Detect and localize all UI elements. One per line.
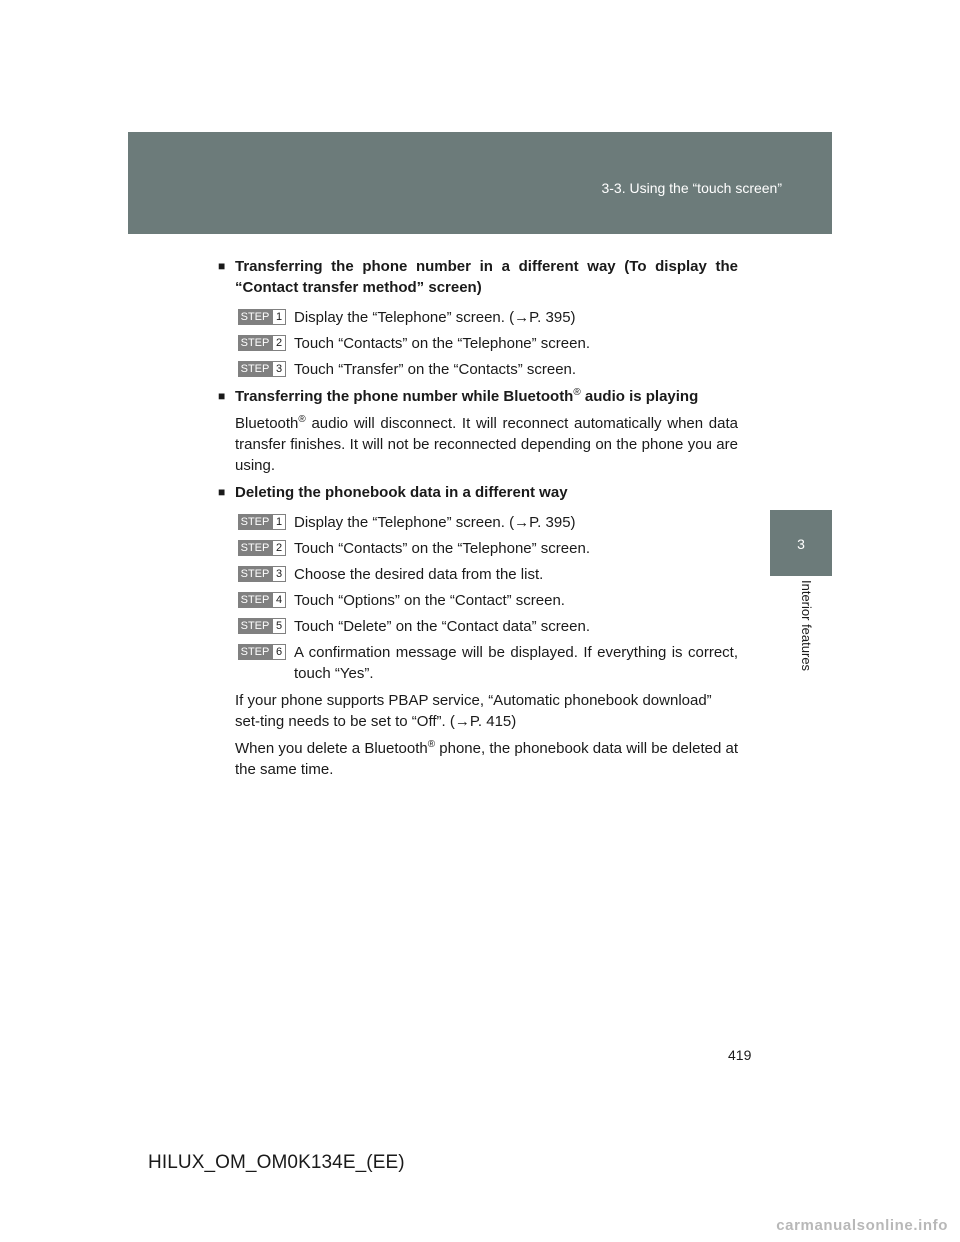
step-badge-number: 2 — [272, 540, 286, 556]
step-badge — [238, 592, 286, 608]
heading-text: audio is playing — [580, 388, 699, 405]
watermark: carmanualsonline.info — [776, 1217, 948, 1234]
step-item — [218, 564, 738, 585]
step-badge — [238, 309, 286, 325]
heading-text: Transferring the phone number while Bluetooth — [235, 388, 574, 405]
section-heading-bluetooth — [218, 386, 738, 407]
step-badge — [238, 514, 286, 530]
paragraph-text: phone, the phonebook data will be deleted at the same time. — [235, 740, 738, 778]
step-item — [218, 616, 738, 637]
step-badge-number: 6 — [272, 644, 286, 660]
step-item — [218, 538, 738, 559]
step-badge-number: 1 — [272, 514, 286, 530]
step-badge-number: 2 — [272, 335, 286, 351]
step-badge — [238, 540, 286, 556]
step-badge-label: STEP — [238, 644, 272, 660]
step-badge-number: 4 — [272, 592, 286, 608]
step-badge-number: 5 — [272, 618, 286, 634]
step-badge — [238, 361, 286, 377]
step-badge-label: STEP — [238, 361, 272, 377]
step-item — [218, 642, 738, 684]
paragraph — [218, 413, 738, 476]
chapter-number: 3 — [797, 536, 805, 552]
step-badge-label: STEP — [238, 592, 272, 608]
step-item — [218, 512, 738, 533]
step-text: Touch “Transfer” on the “Contacts” screen. — [294, 361, 577, 378]
step-text: Touch “Contacts” on the “Telephone” screen. — [294, 335, 590, 352]
section-title: 3-3. Using the “touch screen” — [601, 180, 782, 196]
step-badge — [238, 335, 286, 351]
section-heading-delete — [218, 482, 738, 503]
step-text: Touch “Delete” on the “Contact data” screen. — [294, 618, 590, 635]
paragraph: If your phone supports PBAP service, “Automatic phonebook download” set-ting needs to be set to “Off”. (→P. 415) — [235, 692, 712, 730]
step-item — [218, 590, 738, 611]
footer-code: HILUX_OM_OM0K134E_(EE) — [148, 1152, 405, 1173]
step-item — [218, 359, 738, 380]
chapter-label: Interior features — [799, 580, 814, 672]
registered-mark: ® — [298, 414, 306, 425]
bullet-icon: ■ — [218, 485, 226, 499]
page-number: 419 — [728, 1047, 752, 1063]
step-text: Touch “Contacts” on the “Telephone” screen. — [294, 540, 590, 557]
paragraph — [218, 738, 738, 780]
bullet-icon: ■ — [218, 389, 226, 403]
paragraph-text: When you delete a Bluetooth — [235, 740, 428, 757]
step-badge-number: 3 — [272, 361, 286, 377]
step-badge-label: STEP — [238, 514, 272, 530]
step-badge — [238, 618, 286, 634]
step-item — [218, 307, 738, 328]
section-heading-transfer — [218, 256, 738, 298]
paragraph-text: audio will disconnect. It will reconnect automatically when data transfer finishes. It will not be reconnected depending on the phone you are using. — [235, 415, 738, 474]
step-badge-label: STEP — [238, 566, 272, 582]
step-badge-number: 3 — [272, 566, 286, 582]
step-badge — [238, 644, 286, 660]
step-badge-number: 1 — [272, 309, 286, 325]
heading-text: Transferring the phone number in a different way (To display the “Contact transfer method” screen) — [235, 258, 738, 296]
step-text: Display the “Telephone” screen. (→P. 395) — [294, 309, 576, 326]
step-item — [218, 333, 738, 354]
step-badge-label: STEP — [238, 335, 272, 351]
heading-text: Deleting the phonebook data in a different way — [235, 484, 568, 501]
page-content — [218, 256, 738, 780]
step-badge-label: STEP — [238, 540, 272, 556]
header-band — [128, 132, 832, 234]
step-badge — [238, 566, 286, 582]
registered-mark: ® — [427, 739, 436, 750]
registered-mark: ® — [573, 387, 581, 398]
step-badge-label: STEP — [238, 618, 272, 634]
step-text: A confirmation message will be displayed. If everything is correct, touch “Yes”. — [294, 644, 738, 682]
paragraph-text: Bluetooth — [235, 415, 299, 432]
step-badge-label: STEP — [238, 309, 272, 325]
step-text: Choose the desired data from the list. — [294, 566, 544, 583]
step-text: Display the “Telephone” screen. (→P. 395) — [294, 514, 576, 531]
step-text: Touch “Options” on the “Contact” screen. — [294, 592, 565, 609]
bullet-icon: ■ — [218, 259, 226, 273]
chapter-tab — [770, 510, 832, 576]
